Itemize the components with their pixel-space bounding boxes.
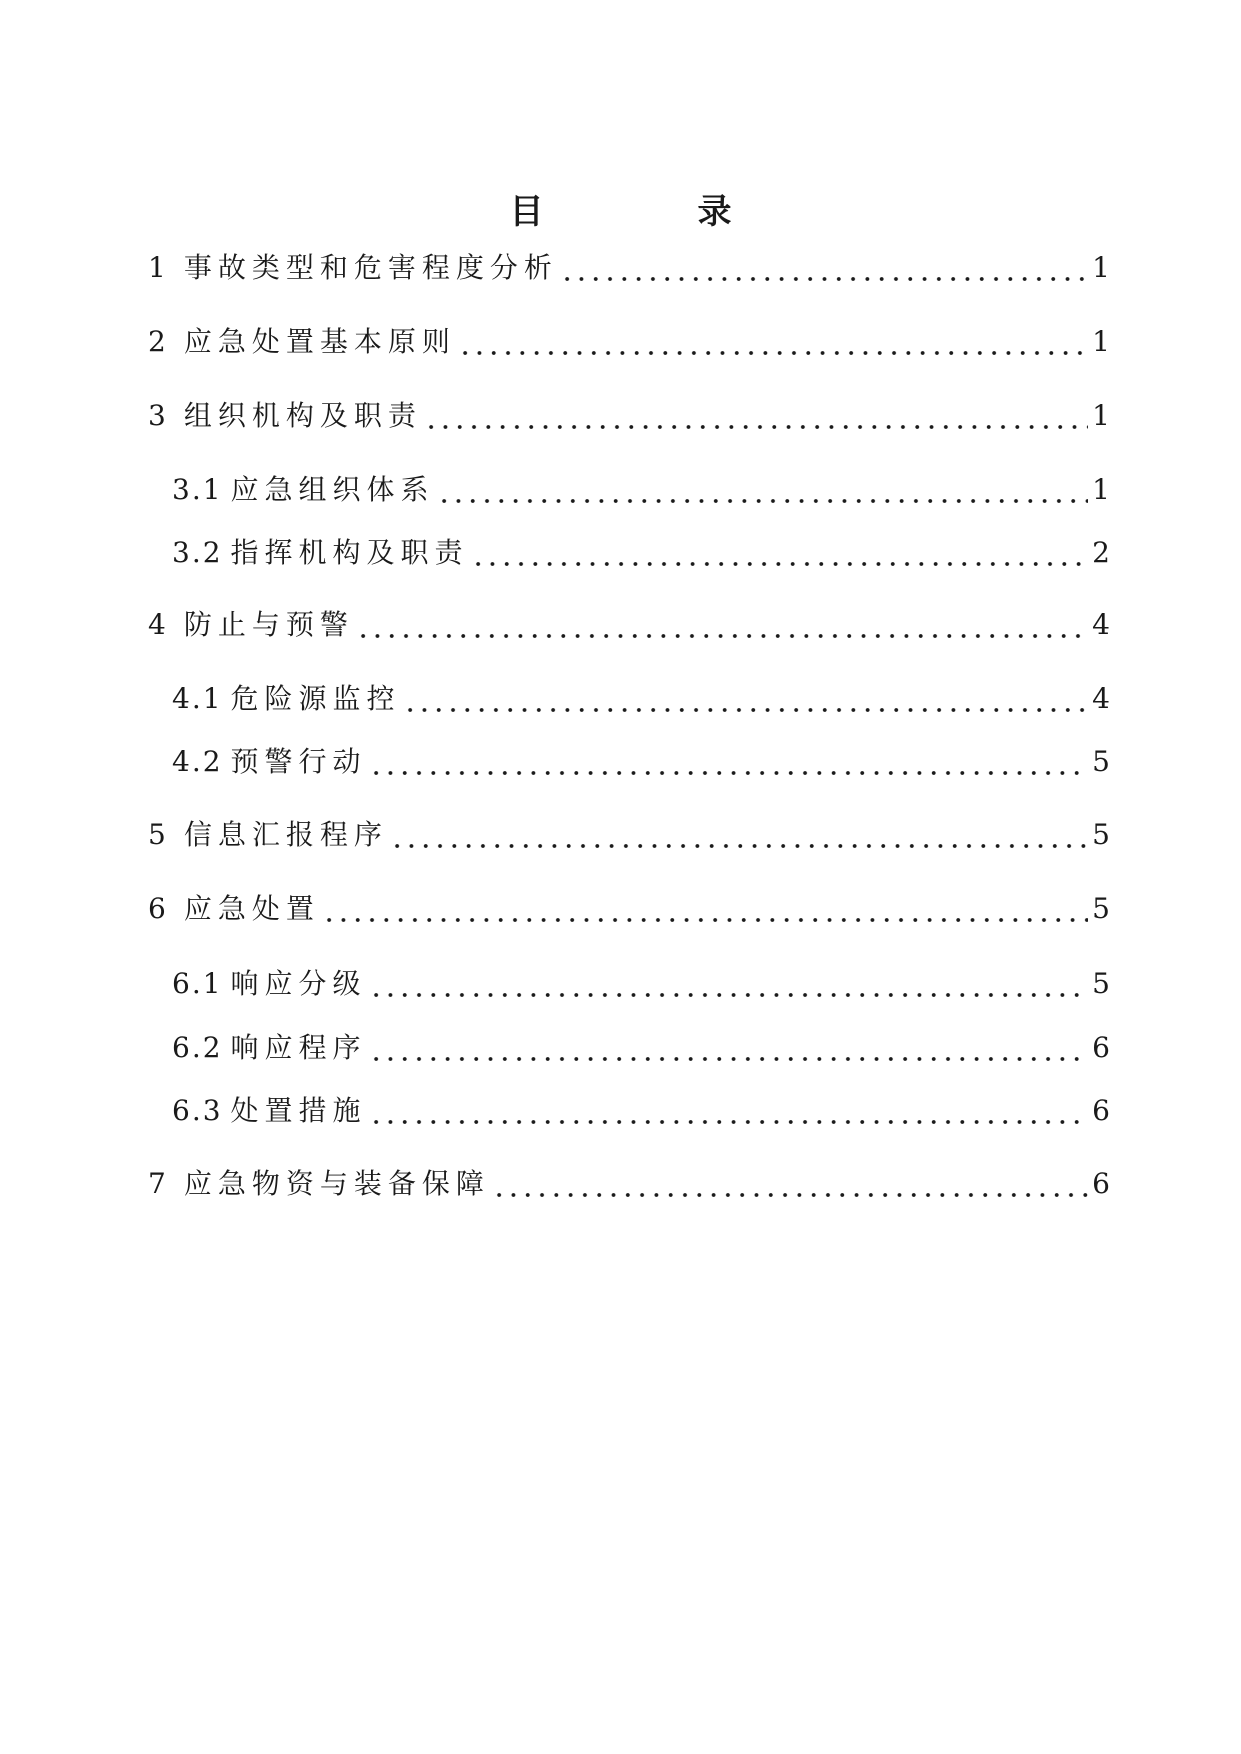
toc-entry-page: 5: [1092, 967, 1110, 1000]
toc-dot-leader: [424, 396, 1088, 436]
toc-entry-page: 6: [1092, 1031, 1110, 1064]
toc-entry[interactable]: [172, 1028, 1110, 1068]
toc-dot-leader: [369, 742, 1089, 782]
toc-entry[interactable]: [172, 533, 1110, 573]
toc-entry[interactable]: [148, 396, 1110, 436]
toc-entry-page: 4: [1092, 608, 1110, 641]
toc-entry-page: 1: [1092, 251, 1110, 284]
toc-entry[interactable]: [172, 470, 1110, 510]
toc-dot-leader: [322, 889, 1088, 929]
toc-entry[interactable]: [148, 605, 1110, 645]
toc-entry-title: 应急物资与装备保障: [183, 1167, 490, 1200]
toc-entry-number: 3: [148, 399, 166, 432]
toc-entry-page: 4: [1092, 682, 1110, 715]
toc-entry-number: 3.1: [172, 473, 223, 506]
toc-entry-number: 5: [148, 818, 166, 851]
toc-entry[interactable]: [148, 815, 1110, 855]
toc-entry-number: 4: [148, 608, 166, 641]
toc-entry-title: 指挥机构及职责: [230, 536, 469, 569]
toc-entry-number: 6.3: [172, 1094, 223, 1127]
toc-entry-number: 6: [148, 892, 166, 925]
toc-entry-title: 预警行动: [230, 745, 367, 778]
toc-entry-page: 5: [1092, 892, 1110, 925]
toc-entry[interactable]: [172, 1091, 1110, 1131]
toc-title: 目 录: [509, 192, 792, 232]
toc-entry-page: 1: [1092, 399, 1110, 432]
toc-entry-number: 2: [148, 325, 166, 358]
toc-entry-number: 4.2: [172, 745, 223, 778]
toc-entry-page: 1: [1092, 325, 1110, 358]
toc-entry-title: 信息汇报程序: [183, 818, 388, 851]
toc-dot-leader: [369, 1028, 1089, 1068]
toc-dot-leader: [471, 533, 1089, 573]
toc-entry-page: 6: [1092, 1167, 1110, 1200]
toc-entry-title: 组织机构及职责: [183, 399, 422, 432]
toc-dot-leader: [492, 1164, 1088, 1204]
toc-entry-number: 6.1: [172, 967, 223, 1000]
toc-entry-title: 应急处置基本原则: [183, 325, 456, 358]
toc-entry-number: 4.1: [172, 682, 223, 715]
toc-dot-leader: [458, 322, 1088, 362]
toc-entry-title: 事故类型和危害程度分析: [183, 251, 558, 284]
toc-entry-number: 1: [148, 251, 166, 284]
toc-entry-title: 防止与预警: [183, 608, 354, 641]
toc-entry-number: 7: [148, 1167, 166, 1200]
toc-entry-title: 响应程序: [230, 1031, 367, 1064]
toc-entry[interactable]: [172, 742, 1110, 782]
toc-dot-leader: [369, 1091, 1089, 1131]
toc-entry[interactable]: [148, 889, 1110, 929]
toc-entry-title: 处置措施: [230, 1094, 367, 1127]
toc-entry-title: 响应分级: [230, 967, 367, 1000]
toc-entry[interactable]: [148, 322, 1110, 362]
toc-dot-leader: [437, 470, 1089, 510]
toc-entry-title: 应急处置: [183, 892, 320, 925]
toc-dot-leader: [403, 679, 1089, 719]
toc-entry[interactable]: [148, 248, 1110, 288]
toc-dot-leader: [369, 964, 1089, 1004]
toc-entry-page: 5: [1092, 818, 1110, 851]
toc-dot-leader: [390, 815, 1088, 855]
toc-entry[interactable]: [148, 1164, 1110, 1204]
toc-entry-page: 5: [1092, 745, 1110, 778]
toc-entry-number: 3.2: [172, 536, 223, 569]
toc-entry[interactable]: [172, 964, 1110, 1004]
toc-entry-title: 应急组织体系: [230, 473, 435, 506]
toc-entry-page: 1: [1092, 473, 1110, 506]
toc-dot-leader: [560, 248, 1088, 288]
toc-entry-number: 6.2: [172, 1031, 223, 1064]
toc-entry-page: 2: [1092, 536, 1110, 569]
toc-dot-leader: [356, 605, 1088, 645]
toc-entry-title: 危险源监控: [230, 682, 401, 715]
toc-entry[interactable]: [172, 679, 1110, 719]
toc-entry-page: 6: [1092, 1094, 1110, 1127]
